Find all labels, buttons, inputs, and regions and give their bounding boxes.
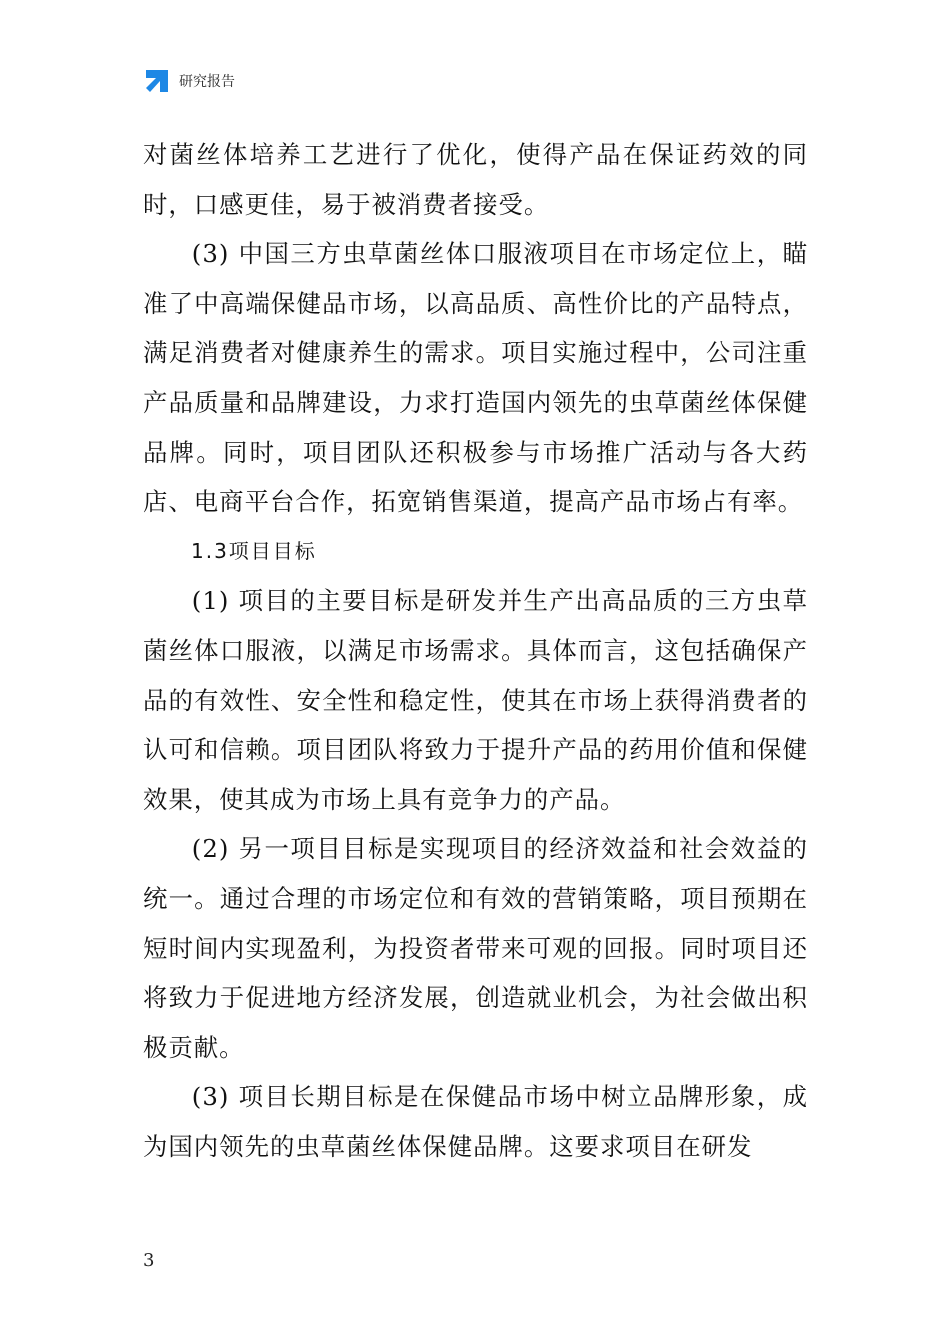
paragraph-continuation: 对菌丝体培养工艺进行了优化，使得产品在保证药效的同时，口感更佳，易于被消费者接受。 [143,140,808,219]
page-number: 3 [143,1250,155,1271]
paragraph-goal-3: (3) 项目长期目标是在保健品市场中树立品牌形象，成为国内领先的虫草菌丝体保健品牌。这要求项目在研发 [143,1082,808,1161]
report-label: 研究报告 [179,74,235,90]
paragraph-market-positioning: (3) 中国三方虫草菌丝体口服液项目在市场定位上，瞄准了中高端保健品市场，以高品质、高性价比的产品特点，满足消费者对健康养生的需求。项目实施过程中，公司注重产品质量和品牌建设，力求打造国内领先的虫草菌丝体保健品牌。同时，项目团队还积极参与市场推广活动与各大药店、电商平台合作，拓宽销售渠道，提高产品市场占有率。 [143,239,808,517]
document-body [143,130,808,1171]
page-header [143,66,235,96]
section-heading: 1.3项目目标 [191,538,317,563]
arrow-logo-icon [143,67,171,95]
paragraph-goal-1: (1) 项目的主要目标是研发并生产出高品质的三方虫草菌丝体口服液，以满足市场需求。具体而言，这包括确保产品的有效性、安全性和稳定性，使其在市场上获得消费者的认可和信赖。项目团队将致力于提升产品的药用价值和保健效果，使其成为市场上具有竞争力的产品。 [143,586,808,814]
paragraph-goal-2: (2) 另一项目目标是实现项目的经济效益和社会效益的统一。通过合理的市场定位和有效的营销策略，项目预期在短时间内实现盈利，为投资者带来可观的回报。同时项目还将致力于促进地方经济发展，创造就业机会，为社会做出积极贡献。 [143,834,808,1062]
